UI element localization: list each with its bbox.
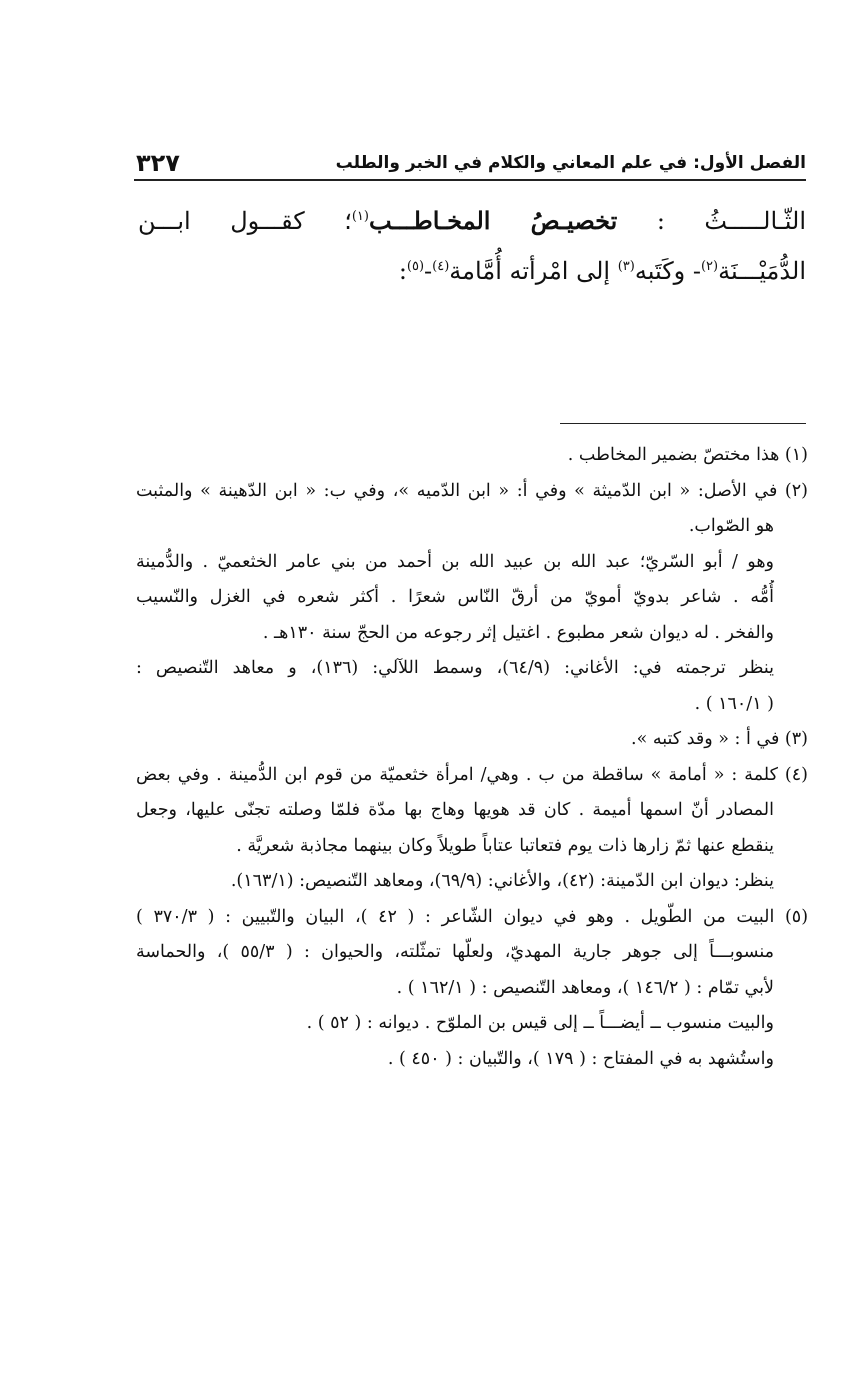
- footnote-2-line: وهو / أبو السّريّ؛ عبد الله بن عبيد الله بن أحمد من بني عامر الخثعميّ . والدُّمينة: [136, 551, 774, 572]
- footnotes: [136, 438, 808, 1077]
- running-title: الفصل الأول: في علم المعاني والكلام في الخبر والطلب: [335, 153, 806, 173]
- footnote-2-line: ( ١٦٠/١ ) .: [694, 693, 774, 714]
- footnote-4: (٤) كلمة : « أمامة » ساقطة من ب . وهي/ امرأة خثعميّة من قوم ابن الدُّمينة . وفي بعض: [136, 764, 808, 785]
- footnote-2-line: هو الصّواب.: [688, 516, 774, 536]
- footnote-4-line: ينظر: ديوان ابن الدّمينة: (٤٢)، والأغاني: (٦٩/٩)، ومعاهد التّنصيص: (١٦٣/١).: [230, 871, 774, 891]
- footnote-2: (٢) في الأصل: « ابن الدّميثة » وفي أ: « ابن الدّميه »، وفي ب: « ابن الدّهينة » والمثبت: [136, 480, 808, 501]
- main-text: [138, 196, 806, 296]
- footnote-5-line: واستُشهد به في المفتاح : ( ١٧٩ )، والتّبيان : ( ٤٥٠ ) .: [387, 1048, 774, 1069]
- footnote-ref-5: (٥): [406, 259, 425, 274]
- footnote-5-line: منسوبـــاً إلى جوهر جارية المهديّ، ولعلّها تمثّلته، والحيوان : ( ٥٥/٣ )، والحماسة: [136, 942, 774, 962]
- running-header: [136, 148, 806, 178]
- footnote-2-line: والفخر . له ديوان شعر مطبوع . اغتيل إثر رجوعه من الحجّ سنة ١٣٠هـ .: [262, 622, 774, 643]
- footnote-ref-1: (١): [351, 209, 369, 224]
- page-number: ٣٢٧: [136, 149, 180, 177]
- footnote-ref-3: (٣): [617, 259, 635, 274]
- footnote-4-line: المصادر أنّ اسمها أميمة . كان قد هويها وهاج بها مدّة فلمّا وصلته تجنّى عليها، وجعل: [136, 800, 774, 820]
- footnote-separator: [560, 423, 806, 424]
- footnote-5-line: والبيت منسوب ــ أيضـــاً ــ إلى قيس بن الملوّح . ديوانه : ( ٥٢ ) .: [306, 1013, 774, 1033]
- main-text-line-2: الدُّمَيْـــنَة$^{(٢)}$- وكَتَبه$^{(٣)}$ إلى امْرأته أُمَّامة$^{(٤)}$-$^{(٥)}$:: [398, 257, 806, 285]
- header-rule: [134, 179, 806, 181]
- footnote-2-line: أُمُّه . شاعر بدويّ أمويّ من أرقّ النّاس شعرًا . أكثر شعره في الغزل والنّسيب: [136, 587, 774, 607]
- footnote-ref-2: (٢): [700, 259, 719, 274]
- footnote-1: (١) هذا مختصّ بضمير المخاطب .: [567, 445, 808, 465]
- footnote-5: (٥) البيت من الطّويل . وهو في ديوان الشّاعر : ( ٤٢ )، البيان والتّبيين : ( ٣٧٠/٣ ): [136, 906, 808, 927]
- emphasized-term: تخصيـصُ المخـاطـــب: [368, 206, 618, 235]
- footnote-4-line: ينقطع عنها ثمّ زارها ذات يوم فتعاتبا عتاباً طويلاً وكان بينهما مجاذبة شعريَّة .: [236, 835, 774, 856]
- footnote-3: (٣) في أ : « وقد كتبه ».: [631, 729, 808, 749]
- footnote-5-line: لأبي تمّام : ( ١٤٦/٢ )، ومعاهد التّنصيص : ( ١٦٢/١ ) .: [396, 977, 774, 998]
- footnote-ref-4: (٤): [432, 259, 450, 274]
- footnote-2-line: ينظر ترجمته في: الأغاني: (٦٤/٩)، وسمط اللآلي: (١٣٦)، و معاهد التّنصيص :: [136, 658, 774, 678]
- main-text-line-1: الثّـالـــــثُ : تخصيـصُ المخـاطـــب$^{(١)}$؛ كقـــول ابـــن: [138, 206, 806, 235]
